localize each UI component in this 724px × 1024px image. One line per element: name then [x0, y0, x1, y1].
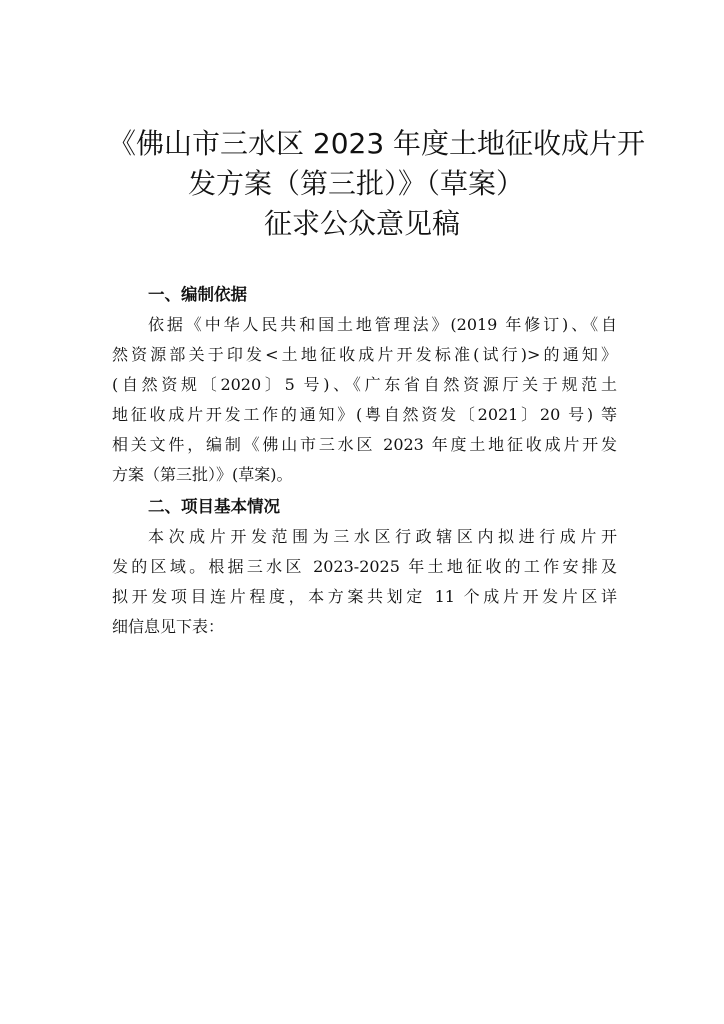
section-paragraph-basis — [112, 310, 617, 490]
section-paragraph-project-overview — [112, 522, 617, 642]
title-line-3: 征求公众意见稿 — [263, 207, 460, 240]
paragraph-line: 本次成片开发范围为三水区行政辖区内拟进行成片开 — [148, 527, 617, 546]
paragraph-line: 发的区域。根据三水区 2023-2025 年土地征收的工作安排及 — [112, 557, 617, 576]
paragraph-line: 相关文件，编制《佛山市三水区 2023 年度土地征收成片开发 — [112, 435, 617, 454]
section-heading-project-overview: 二、项目基本情况 — [148, 497, 280, 516]
title-line-2: 发方案（第三批）》（草案） — [188, 167, 525, 200]
paragraph-line: (自然资规〔2020〕5 号)、《广东省自然资源厅关于规范土 — [112, 375, 617, 394]
paragraph-line: 地征收成片开发工作的通知》(粤自然资发〔2021〕20 号) 等 — [112, 405, 617, 424]
document-title — [0, 124, 724, 244]
document-body — [112, 280, 617, 642]
paragraph-line: 依据《中华人民共和国土地管理法》(2019 年修订)、《自 — [148, 315, 617, 334]
paragraph-line: 拟开发项目连片程度，本方案共划定 11 个成片开发片区详 — [112, 587, 617, 606]
section-heading-basis: 一、编制依据 — [148, 285, 247, 304]
title-line-1: 《佛山市三水区 2023 年度土地征收成片开 — [108, 127, 646, 160]
paragraph-line: 方案（第三批）》(草案)。 — [112, 465, 293, 484]
paragraph-line: 然资源部关于印发<土地征收成片开发标准(试行)>的通知》 — [112, 345, 617, 364]
paragraph-line: 细信息见下表： — [112, 617, 225, 636]
